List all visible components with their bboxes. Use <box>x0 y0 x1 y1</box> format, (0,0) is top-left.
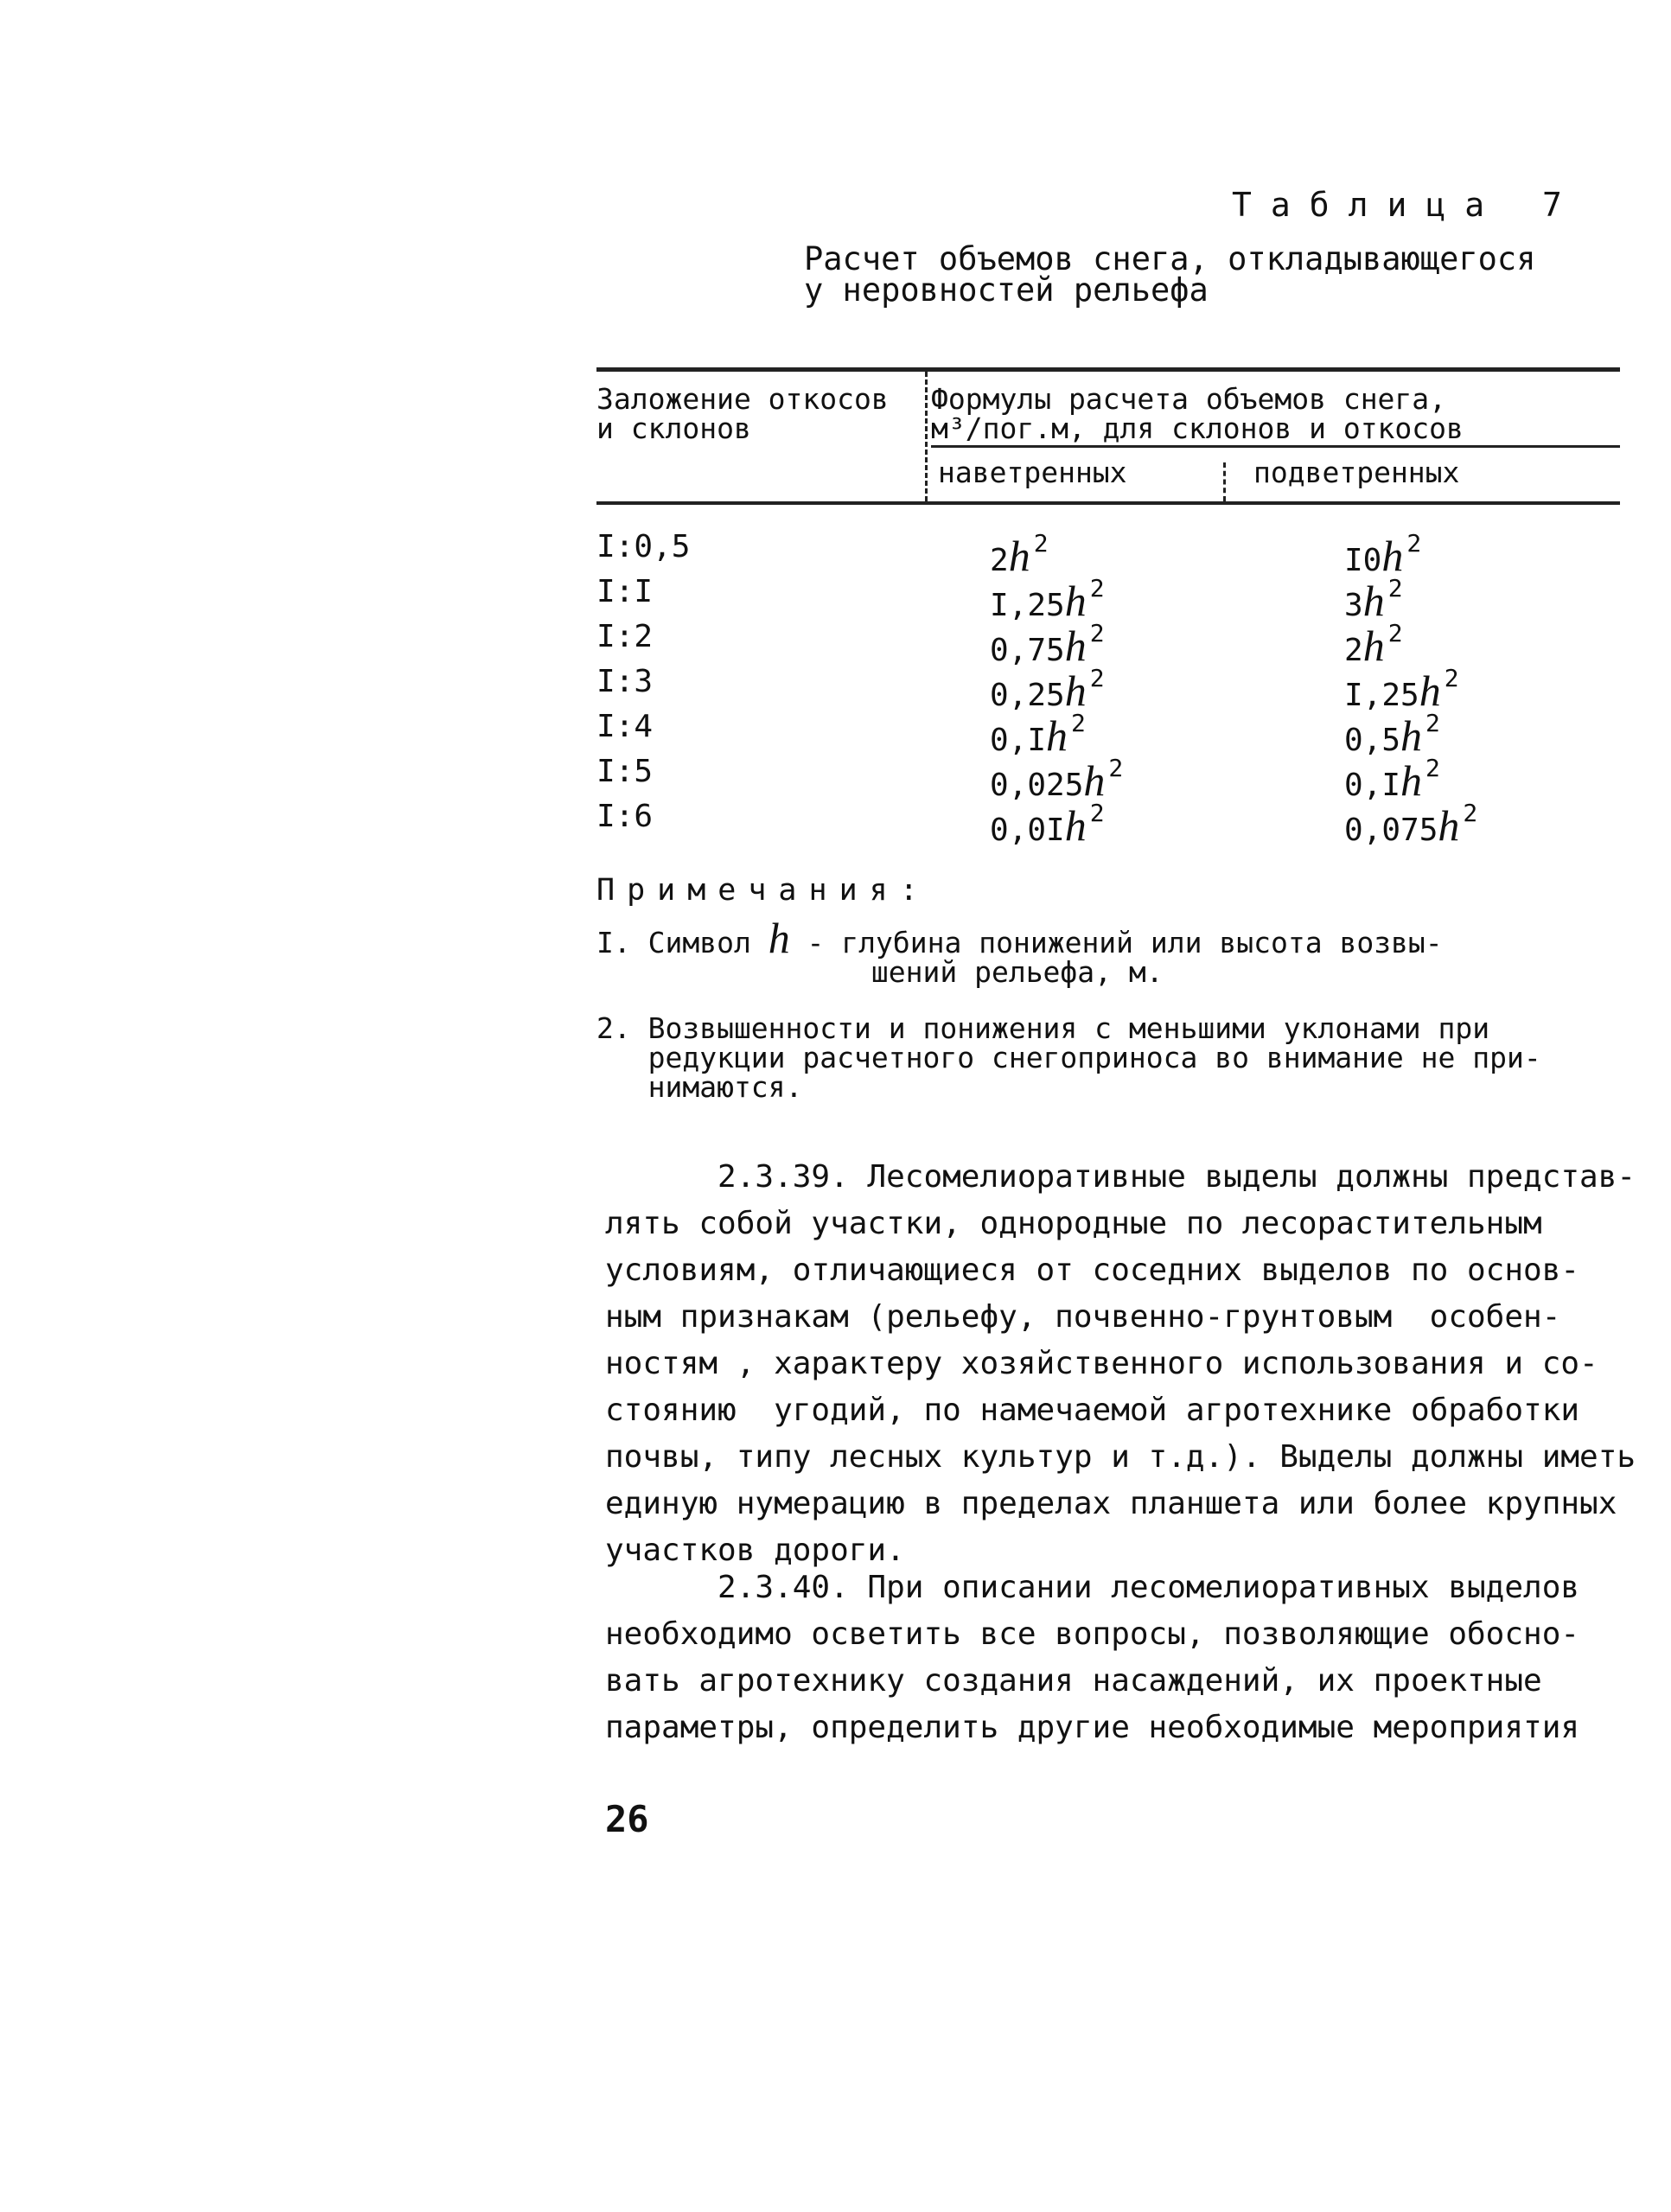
slope-ratio-cell: I:2 <box>596 619 654 654</box>
paragraph-2-3-40: 2.3.40. При описании лесомелиоративных выделов необходимо осветить все вопросы, позволяющие обосно- вать агротехнику создания насаждений, их проектные параметры, определить другие необходимые мероприятия <box>605 1570 1580 1745</box>
leeward-formula-cell <box>1344 529 1421 581</box>
coefficient: 2 <box>990 543 1009 578</box>
coefficient: 0,75 <box>990 633 1065 668</box>
page-number: 26 <box>605 1798 649 1840</box>
coefficient: I,25 <box>990 588 1065 623</box>
exponent: 2 <box>1108 754 1124 782</box>
table-row <box>0 619 1671 670</box>
exponent: 2 <box>1089 619 1105 647</box>
exponent: 2 <box>1425 754 1440 782</box>
coefficient: I,25 <box>1344 678 1419 713</box>
exponent: 2 <box>1463 799 1478 827</box>
table-row <box>0 664 1671 715</box>
depth-symbol: h <box>1064 577 1087 625</box>
coefficient: I0 <box>1344 543 1382 578</box>
note-2: 2. Возвышенности и понижения с меньшими уклонами при редукции расчетного снегоприноса во внимание не при- нимаются. <box>596 1011 1541 1104</box>
windward-formula-cell <box>990 709 1086 761</box>
exponent: 2 <box>1089 574 1105 602</box>
coefficient: 0,5 <box>1344 723 1401 758</box>
table-row <box>0 529 1671 580</box>
header-slope-ratio: Заложение откосов и склонов <box>596 382 889 445</box>
coefficient: 0,025 <box>990 768 1084 803</box>
windward-formula-cell <box>990 619 1105 671</box>
exponent: 2 <box>1089 799 1105 827</box>
header-bottom-rule <box>596 501 1620 505</box>
note-1-prefix: I. Символ <box>596 926 769 959</box>
exponent: 2 <box>1071 709 1086 737</box>
leeward-formula-cell <box>1344 754 1440 806</box>
exponent: 2 <box>1425 709 1440 737</box>
table-row <box>0 574 1671 625</box>
coefficient: 2 <box>1344 633 1363 668</box>
slope-ratio-cell: I:0,5 <box>596 529 691 564</box>
subcolumn-divider <box>1223 462 1226 501</box>
depth-symbol: h <box>768 914 790 962</box>
coefficient: 0,0I <box>990 813 1065 848</box>
exponent: 2 <box>1406 529 1422 558</box>
windward-formula-cell <box>990 529 1049 581</box>
table-row <box>0 754 1671 805</box>
depth-symbol: h <box>1362 622 1385 670</box>
slope-ratio-cell: I:4 <box>596 709 654 744</box>
windward-formula-cell <box>990 664 1105 716</box>
table-title: Расчет объемов снега, откладывающегося у неровностей рельефа <box>804 240 1536 309</box>
header-sub-rule <box>931 445 1620 448</box>
exponent: 2 <box>1387 619 1403 647</box>
note-1-text: - глубина понижений или высота возвы- шений рельефа, м. <box>807 926 1443 989</box>
coefficient: 0,I <box>990 723 1047 758</box>
exponent: 2 <box>1444 664 1459 692</box>
coefficient: 0,I <box>1344 768 1401 803</box>
depth-symbol: h <box>1064 622 1087 670</box>
column-divider <box>925 372 928 501</box>
exponent: 2 <box>1089 664 1105 692</box>
depth-symbol: h <box>1419 666 1441 715</box>
depth-symbol: h <box>1400 711 1423 760</box>
windward-formula-cell <box>990 574 1105 626</box>
slope-ratio-cell: I:3 <box>596 664 654 699</box>
table-label: Таблица 7 <box>1232 186 1581 224</box>
depth-symbol: h <box>1008 532 1030 580</box>
depth-symbol: h <box>1064 801 1087 850</box>
depth-symbol: h <box>1381 532 1404 580</box>
table-top-rule <box>596 367 1620 372</box>
leeward-formula-cell <box>1344 709 1440 761</box>
windward-formula-cell <box>990 799 1105 851</box>
exponent: 2 <box>1033 529 1049 558</box>
slope-ratio-cell: I:I <box>596 574 654 609</box>
leeward-formula-cell <box>1344 799 1477 851</box>
leeward-formula-cell <box>1344 664 1459 716</box>
depth-symbol: h <box>1400 756 1423 805</box>
coefficient: 3 <box>1344 588 1363 623</box>
exponent: 2 <box>1387 574 1403 602</box>
depth-symbol: h <box>1438 801 1460 850</box>
windward-formula-cell <box>990 754 1123 806</box>
coefficient: 0,075 <box>1344 813 1438 848</box>
depth-symbol: h <box>1046 711 1068 760</box>
slope-ratio-cell: I:5 <box>596 754 654 789</box>
slope-ratio-cell: I:6 <box>596 799 654 834</box>
leeward-formula-cell <box>1344 619 1403 671</box>
table-row <box>0 709 1671 760</box>
depth-symbol: h <box>1362 577 1385 625</box>
depth-symbol: h <box>1083 756 1106 805</box>
notes-heading: Примечания: <box>596 873 930 908</box>
header-windward: наветренных <box>938 456 1127 489</box>
header-leeward: подветренных <box>1253 456 1460 489</box>
paragraph-2-3-39: 2.3.39. Лесомелиоративные выделы должны представ- лять собой участки, однородные по лесорастительным условиям, отличающиеся от соседних выделов по основ- ным признакам (рельефу, почвенно-грунтовым особен- ностям , характеру хозяйственного использования и со- стоянию угодий, по намечаемой агротехнике обработки почвы, типу лесных культур и т.д.). Выделы должны иметь единую нумерацию в пределах планшета или более крупных участков дороги. <box>605 1159 1636 1568</box>
leeward-formula-cell <box>1344 574 1403 626</box>
depth-symbol: h <box>1064 666 1087 715</box>
header-formulas: Формулы расчета объемов снега, м³/пог.м, для склонов и откосов <box>931 382 1464 445</box>
coefficient: 0,25 <box>990 678 1065 713</box>
table-row <box>0 799 1671 850</box>
note-1 <box>596 914 1617 989</box>
